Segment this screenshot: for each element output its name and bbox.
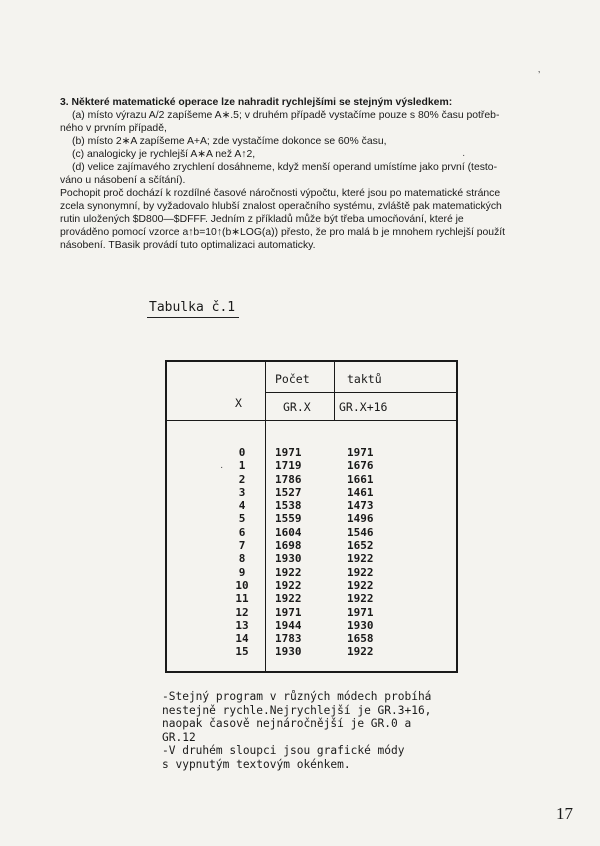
header-gr-x: GR.X (283, 400, 311, 414)
cell-gr-x16: 1496 (347, 512, 374, 526)
note-line: GR.12 (162, 730, 196, 744)
table-divider (265, 362, 266, 671)
cell-gr-x: 1786 (275, 472, 302, 486)
cell-gr-x: 1527 (275, 485, 302, 499)
cell-gr-x: 1922 (275, 592, 302, 606)
paragraph-line: Pochopit proč dochází k rozdílné časové náročnosti výpočtu, které jsou po matematické stránce (60, 188, 501, 199)
cell-x: 8 (238, 552, 246, 566)
table-divider (265, 392, 456, 393)
scan-speck: · (220, 462, 224, 473)
cell-x: 13 (235, 618, 249, 632)
cell-gr-x16: 1922 (347, 552, 374, 566)
cell-gr-x16: 1461 (347, 485, 374, 499)
cell-gr-x16: 1546 (347, 525, 374, 539)
cell-gr-x: 1783 (275, 632, 302, 646)
paragraph-line: (b) místo 2∗A zapíšeme A+A; zde vystačíme dokonce se 60% času, (72, 136, 387, 147)
cell-x: 9 (238, 565, 246, 579)
cell-gr-x: 1971 (275, 446, 302, 459)
paragraph-line: (c) analogicky je rychlejší A∗A než A↑2, (72, 149, 256, 160)
cell-gr-x: 1559 (275, 512, 302, 526)
paragraph-line: násobení. TBasik provádí tuto optimalizaci automaticky. (60, 240, 316, 251)
paragraph-line: zcela synonymní, by vyžadovalo hlubší znalost operačního systému, zvláště pak matematických (60, 201, 502, 212)
cell-x: 5 (238, 512, 246, 526)
cell-gr-x16: 1922 (347, 592, 374, 606)
cell-gr-x16: 1473 (347, 499, 374, 513)
table-divider (167, 420, 456, 421)
table-caption: Tabulka č.1 (147, 300, 239, 318)
cell-x: 14 (235, 632, 249, 646)
paragraph-line: ného v prvním případě, (60, 123, 167, 134)
cell-gr-x16: 1658 (347, 632, 374, 646)
header-x: X (235, 396, 242, 410)
cell-gr-x: 1930 (275, 645, 302, 659)
cell-gr-x16: 1971 (347, 605, 374, 619)
cell-gr-x: 1698 (275, 539, 302, 553)
cell-gr-x: 1604 (275, 525, 302, 539)
column-gr-x16 (347, 446, 397, 659)
cell-gr-x16: 1661 (347, 472, 374, 486)
cell-gr-x16: 1922 (347, 645, 374, 659)
paragraph-line: (d) velice zajímavého zrychlení dosáhneme, když menší operand umístíme jako první (testo- (72, 162, 498, 173)
cell-gr-x: 1538 (275, 499, 302, 513)
cell-gr-x: 1922 (275, 578, 302, 592)
cell-gr-x16: 1676 (347, 459, 374, 473)
column-gr-x (275, 446, 325, 659)
cell-x: 15 (235, 645, 249, 659)
timing-table (165, 360, 458, 673)
paragraph-line: prováděno pomocí vzorce a↑b=10↑(b∗LOG(a)) přesto, že pro malá b je mnohem rychlejší použít (60, 227, 506, 238)
cell-x: 6 (238, 525, 246, 539)
section-3 (60, 96, 550, 252)
paragraph-line: rutin uložených $D800—$DFFF. Jedním z příkladů může být třeba umocňování, které je (60, 214, 464, 225)
cell-gr-x16: 1930 (347, 618, 374, 632)
note-line: naopak časově nejnáročnější je GR.0 a (162, 717, 412, 730)
header-taktu: taktů (347, 372, 382, 386)
cell-x: 11 (235, 592, 249, 606)
section-heading: 3. Některé matematické operace lze nahradit rychlejšími se stejným výsledkem: (60, 97, 453, 108)
paragraph-line: váno u násobení a sčítání). (60, 175, 186, 186)
note-line: s vypnutým textovým okénkem. (162, 757, 351, 771)
paragraph-line: (a) místo výrazu A/2 zapíšeme A∗.5; v druhém případě vystačíme pouze s 80% času potřeb- (72, 110, 500, 121)
page-number: 17 (556, 804, 573, 823)
note-line: -V druhém sloupci jsou grafické módy (162, 744, 405, 757)
cell-x: 7 (238, 539, 246, 553)
table-divider (334, 362, 335, 420)
cell-gr-x16: 1971 (347, 446, 374, 459)
cell-gr-x: 1922 (275, 565, 302, 579)
cell-gr-x: 1719 (275, 459, 302, 473)
notes (162, 690, 562, 771)
cell-gr-x16: 1922 (347, 578, 374, 592)
cell-x: 3 (238, 485, 246, 499)
cell-x: 4 (238, 499, 246, 513)
cell-x: 0 (238, 446, 246, 459)
header-pocet: Počet (275, 372, 310, 386)
cell-gr-x16: 1652 (347, 539, 374, 553)
note-line: -Stejný program v různých módech probíhá (162, 690, 432, 703)
header-gr-x16: GR.X+16 (339, 400, 388, 414)
cell-gr-x16: 1922 (347, 565, 374, 579)
cell-gr-x: 1930 (275, 552, 302, 566)
scan-speck: · (462, 150, 466, 161)
column-x (231, 446, 253, 659)
cell-gr-x: 1944 (275, 618, 302, 632)
note-line: nestejně rychle.Nejrychlejší je GR.3+16, (162, 703, 432, 717)
cell-x: 10 (235, 578, 249, 592)
cell-gr-x: 1971 (275, 605, 302, 619)
scan-speck: ‚ (538, 64, 541, 75)
cell-x: 2 (238, 472, 246, 486)
cell-x: 12 (235, 605, 249, 619)
cell-x: 1 (238, 459, 246, 473)
